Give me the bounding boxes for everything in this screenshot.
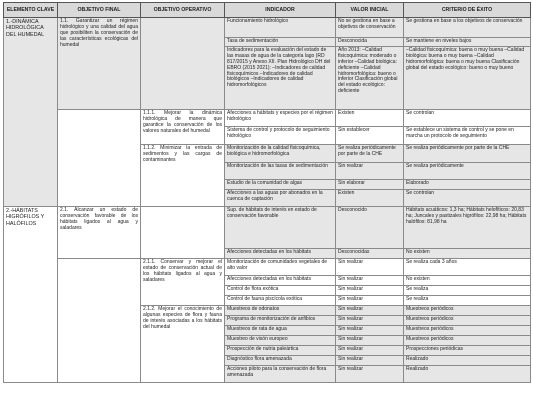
indicador-cell: Tasa de sedimentación	[225, 38, 336, 47]
indicador-cell: Funcionamiento hidrológico	[225, 18, 336, 38]
header-objetivo-final: OBJETIVO FINAL	[58, 3, 141, 18]
criterio-exito-cell: Elaborado	[404, 180, 531, 190]
objetivo-final-cell: 1.1. Garantizar un régimen hidrológico y una calidad del agua que posibiliten la conservación de las características ecológicas del humedal	[58, 18, 141, 110]
criterio-exito-cell: Se realiza periódicamente	[404, 163, 531, 180]
valor-inicial-cell: No se gestiona en base a objetivos de conservación	[336, 18, 404, 38]
valor-inicial-cell: Sin realizar	[336, 296, 404, 306]
objetivo-final-cell: 2.1. Alcanzar un estado de conservación favorable de los hábitats ligados al agua y saladares	[58, 207, 141, 259]
criterio-exito-cell: Se realiza cada 3 años	[404, 259, 531, 276]
criterio-exito-cell: Se realiza	[404, 286, 531, 296]
valor-inicial-cell: Sin realizar	[336, 276, 404, 286]
valor-inicial-cell: Sin realizar	[336, 366, 404, 383]
valor-inicial-cell: Sin establecer	[336, 127, 404, 145]
criterio-exito-cell: Se gestiona en base a los objetivos de conservación	[404, 18, 531, 38]
indicador-cell: Prospección de nutria paleártica	[225, 346, 336, 356]
indicador-cell: Monitorización de comunidades vegetales de alto valor	[225, 259, 336, 276]
objectives-table-container	[3, 2, 530, 383]
criterio-exito-cell: Realizado	[404, 356, 531, 366]
table-row	[4, 110, 531, 127]
objectives-table	[3, 2, 531, 383]
criterio-exito-cell: Se realiza periódicamente por parte de la CHE	[404, 145, 531, 163]
valor-inicial-cell: Sin realizar	[336, 259, 404, 276]
indicador-cell: Sistema de control y protocolo de seguimiento hidrológico	[225, 127, 336, 145]
objetivo-operativo-cell: 2.1.2. Mejorar el conocimiento de algunas especies de flora y fauna de interés asociadas a los hábitats del humedal	[141, 306, 225, 383]
indicador-cell: Afecciones detectadas en los hábitats	[225, 276, 336, 286]
indicador-cell: Afecciones detectadas en los hábitats	[225, 249, 336, 259]
table-row	[4, 207, 531, 249]
criterio-exito-cell: Hábitats acuáticos: 1,3 ha; Hábitats helofíticos: 20,83 ha; Juncales y pastizales higrófilos: 22,98 ha; Hábitats halófilos: 81,98 ha	[404, 207, 531, 249]
criterio-exito-cell: Muestreos periódicos	[404, 316, 531, 326]
elemento-clave-cell: 2.-HÁBITATS HIGRÓFILOS Y HALÓFILOS	[4, 207, 58, 383]
criterio-exito-cell: –Calidad fisicoquímica: buena o muy buena –Calidad biológica: buena o muy buena –Calidad hidromorfológica: buena o muy buena Clasificación global del estado ecológico: bueno o muy bueno	[404, 47, 531, 110]
indicador-cell: Indicadores para la evaluación del estado de las masas de agua de la categoría lago (RD 817/2015 y Anexo XII. Plan Hidrológico DH del EBRO (2015 2021): –Indicadores de calidad fisicoquímicos –Indicadores de calidad biológicos –Indicadores de calidad hidromorfológicos	[225, 47, 336, 110]
criterio-exito-cell: Prospecciones periódicas	[404, 346, 531, 356]
criterio-exito-cell: Muestreos periódicos	[404, 326, 531, 336]
indicador-cell: Muestreo de visón europeo	[225, 336, 336, 346]
valor-inicial-cell: Existen	[336, 190, 404, 207]
indicador-cell: Estudio de la comunidad de algas	[225, 180, 336, 190]
elemento-clave-cell: 1.-DINÁMICA HIDROLÓGICA DEL HUMEDAL	[4, 18, 58, 207]
criterio-exito-cell: No existen	[404, 276, 531, 286]
criterio-exito-cell: No existen	[404, 249, 531, 259]
indicador-cell: Control de fauna piscícola exótica	[225, 296, 336, 306]
valor-inicial-cell: Sin realizar	[336, 163, 404, 180]
criterio-exito-cell: Se controlan	[404, 110, 531, 127]
indicador-cell: Programa de monitorización de anfibios	[225, 316, 336, 326]
valor-inicial-cell: Desconocidas	[336, 249, 404, 259]
valor-inicial-cell: Sin realizar	[336, 326, 404, 336]
objetivo-operativo-cell: 1.1.1. Mejorar la dinámica hidrológica de manera que garantice la conservación de los valores naturales del humedal	[141, 110, 225, 145]
header-valor-inicial: VALOR INICIAL	[336, 3, 404, 18]
indicador-cell: Diagnóstico flora amenazada	[225, 356, 336, 366]
criterio-exito-cell: Se realiza	[404, 296, 531, 306]
indicador-cell: Monitorización de la calidad fisicoquímica, biológica e hidromorfológica	[225, 145, 336, 163]
valor-inicial-cell: Sin realizar	[336, 336, 404, 346]
indicador-cell: Muestreos de odonatos	[225, 306, 336, 316]
header-indicador: INDICADOR	[225, 3, 336, 18]
criterio-exito-cell: Muestreos periódicos	[404, 306, 531, 316]
valor-inicial-cell: Desconocido	[336, 207, 404, 249]
criterio-exito-cell: Se mantiene en niveles bajos	[404, 38, 531, 47]
valor-inicial-cell: Sin elaborar	[336, 180, 404, 190]
header-criterio-exito: CRITERIO DE ÉXITO	[404, 3, 531, 18]
valor-inicial-cell: Sin realizar	[336, 306, 404, 316]
header-elemento-clave: ELEMENTO CLAVE	[4, 3, 58, 18]
indicador-cell: Afecciones a hábitats y especies por el régimen hidrológico	[225, 110, 336, 127]
valor-inicial-cell: Sin realizar	[336, 286, 404, 296]
table-row	[4, 259, 531, 276]
valor-inicial-cell: Existen	[336, 110, 404, 127]
objetivo-operativo-cell: 2.1.1. Conservar y mejorar el estado de conservación actual de los hábitats ligados al agua y saladares	[141, 259, 225, 306]
valor-inicial-cell: Sin realizar	[336, 316, 404, 326]
objetivo-operativo-cell: 1.1.2. Minimizar la entrada de sedimentos y las cargas de contaminantes	[141, 145, 225, 207]
valor-inicial-cell: Se realiza periódicamente por parte de la CHE	[336, 145, 404, 163]
indicador-cell: Afecciones a las aguas por abonados en la cuenca de captación	[225, 190, 336, 207]
objetivo-final-cell	[58, 259, 141, 383]
valor-inicial-cell: Desconocida	[336, 38, 404, 47]
criterio-exito-cell: Muestreos periódicos	[404, 336, 531, 346]
header-row	[4, 3, 531, 18]
criterio-exito-cell: Se establece un sistema de control y se pone en marcha un protocolo de seguimiento	[404, 127, 531, 145]
valor-inicial-cell: Sin realizar	[336, 356, 404, 366]
criterio-exito-cell: Se controlan	[404, 190, 531, 207]
valor-inicial-cell: Sin realizar	[336, 346, 404, 356]
table-row	[4, 18, 531, 38]
objetivo-operativo-cell	[141, 18, 225, 110]
header-objetivo-operativo: OBJETIVO OPERATIVO	[141, 3, 225, 18]
criterio-exito-cell: Realizado	[404, 366, 531, 383]
indicador-cell: Control de flora exótica	[225, 286, 336, 296]
indicador-cell: Acciones piloto para la conservación de flora amenazada	[225, 366, 336, 383]
indicador-cell: Muestreos de rata de agua	[225, 326, 336, 336]
objetivo-operativo-cell	[141, 207, 225, 259]
indicador-cell: Sup. de hábitats de interés en estado de conservación favorable	[225, 207, 336, 249]
valor-inicial-cell: Año 2013: –Calidad fisicoquímica: moderado o inferior –Calidad biológica: deficiente –Calidad hidromorfológica: bueno o inferior Clasificación global del estado ecológico: deficiente	[336, 47, 404, 110]
indicador-cell: Monitorización de las tasas de sedimentación	[225, 163, 336, 180]
objetivo-final-cell	[58, 110, 141, 207]
